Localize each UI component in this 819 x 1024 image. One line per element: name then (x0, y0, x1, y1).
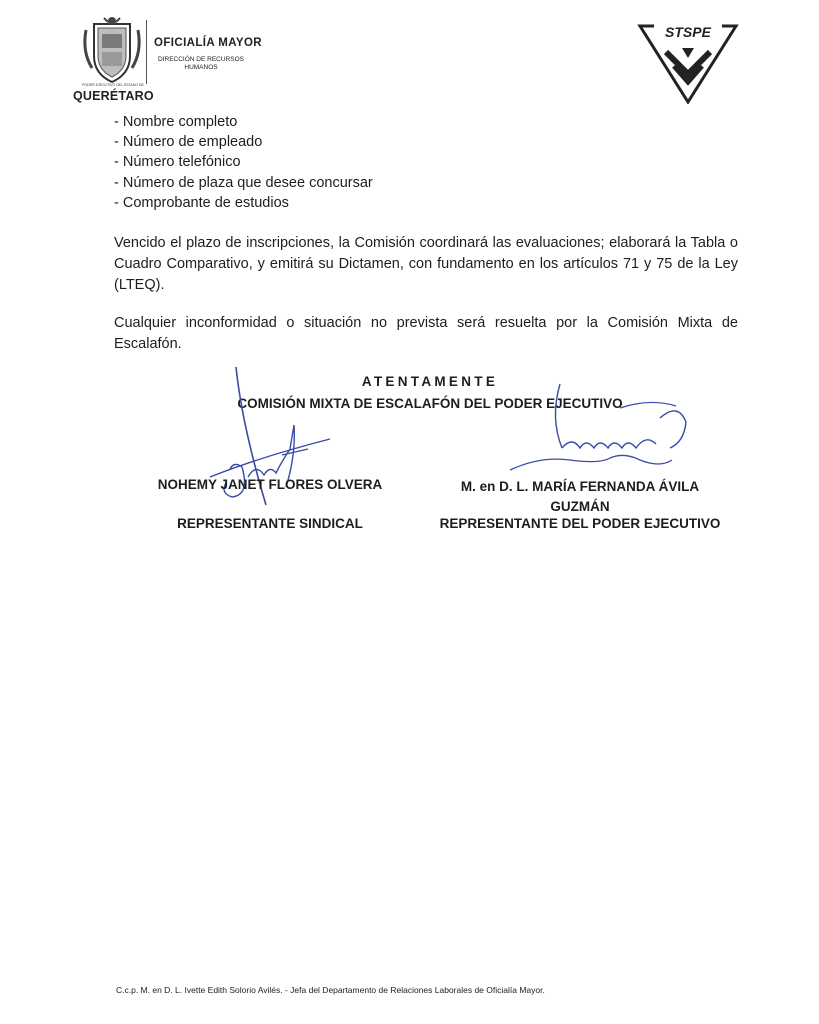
header-divider (146, 20, 147, 84)
signatory-role-executive: REPRESENTANTE DEL PODER EJECUTIVO (439, 516, 721, 531)
list-item: - Número de plaza que desee concursar (114, 174, 373, 191)
requirements-list (114, 112, 373, 213)
state-seal-icon (80, 16, 144, 88)
list-item: - Comprobante de estudios (114, 194, 289, 211)
list-item: - Número telefónico (114, 154, 241, 171)
signatory-name-executive: M. en D. L. MARÍA FERNANDA ÁVILA GUZMÁN (460, 479, 700, 514)
handwritten-signature-left (190, 365, 350, 525)
signatory-name-union: NOHEMY JANET FLORES OLVERA (157, 477, 383, 492)
commission-name: COMISIÓN MIXTA DE ESCALAFÓN DEL PODER EJECUTIVO (237, 396, 623, 411)
evaluation-paragraph: Vencido el plazo de inscripciones, la Comisión coordinará las evaluaciones; elaborará la Tabla o Cuadro Comparativo, y emitirá su Dictamen, con fundamento en los artículos 71 y 75 de la Ley (LTEQ). (114, 235, 738, 293)
union-logo-text: STSPE (665, 24, 711, 40)
nonconformity-paragraph: Cualquier inconformidad o situación no prevista será resuelta por la Comisión Mixta de Escalafón. (114, 315, 738, 352)
seal-caption: PODER EJECUTIVO DEL ESTADO DE (82, 83, 144, 87)
handwritten-signature-right (500, 378, 700, 478)
list-item: - Número de empleado (114, 134, 263, 151)
office-name: OFICIALÍA MAYOR (154, 37, 263, 49)
office-department: DIRECCIÓN DE RECURSOS HUMANOS (158, 56, 244, 71)
union-logo-icon (636, 22, 740, 104)
list-item: - Nombre completo (114, 114, 238, 130)
state-wordmark: QUERÉTARO (73, 89, 154, 103)
carbon-copy-note: C.c.p. M. en D. L. Ivette Edith Solorio Avilés. - Jefa del Departamento de Relaciones Laborales de Oficialía Mayor. (116, 985, 545, 995)
signatory-role-union: REPRESENTANTE SINDICAL (177, 516, 363, 531)
closing-salutation: ATENTAMENTE (361, 374, 499, 389)
